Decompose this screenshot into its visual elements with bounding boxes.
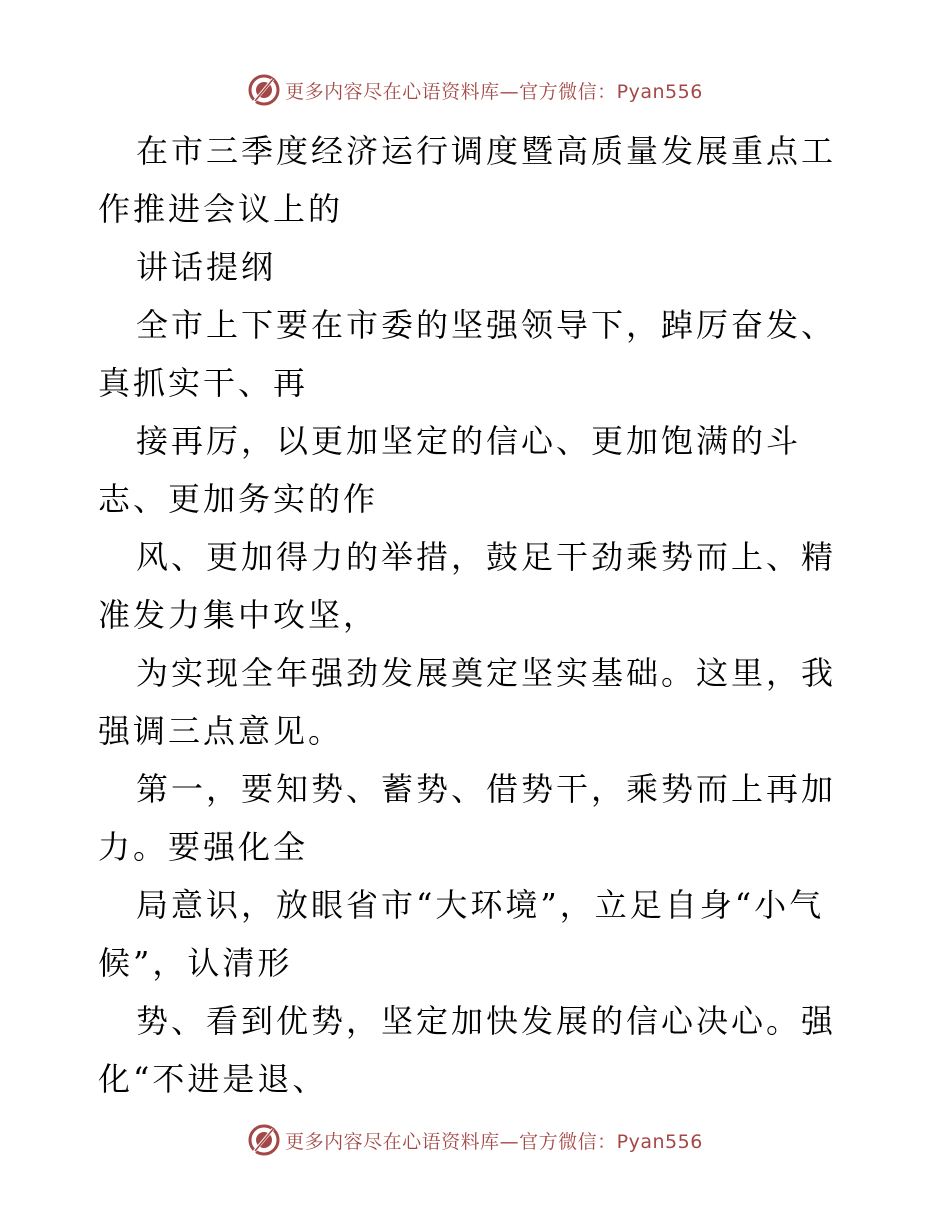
- paragraph-2: 讲话提纲: [136, 248, 277, 286]
- pen-emblem-icon: [247, 1123, 281, 1157]
- watermark-text: 更多内容尽在心语资料库—官方微信：Pyan556: [285, 1130, 703, 1153]
- paragraph-9: 势、看到优势，坚定加快发展的信心决心。强化“不进是退、: [98, 1002, 837, 1098]
- paragraph-7: 第一，要知势、蓄势、借势干，乘势而上再加力。要强化全: [98, 770, 837, 866]
- paragraph-4: 接再厉，以更加坚定的信心、更加饱满的斗志、更加务实的作: [98, 422, 802, 518]
- watermark-text: 更多内容尽在心语资料库—官方微信：Pyan556: [285, 80, 703, 103]
- paragraph-5: 风、更加得力的举措，鼓足干劲乘势而上、精准发力集中攻坚，: [98, 538, 837, 634]
- header-watermark: [0, 70, 950, 110]
- paragraph-8: 局意识，放眼省市“大环境”，立足自身“小气候”，认清形: [98, 886, 825, 982]
- document-body: [98, 122, 858, 1108]
- footer-watermark: [0, 1120, 950, 1160]
- pen-emblem-icon: [247, 73, 281, 107]
- paragraph-6: 为实现全年强劲发展奠定坚实基础。这里，我强调三点意见。: [98, 654, 837, 750]
- paragraph-3: 全市上下要在市委的坚强领导下，踔厉奋发、真抓实干、再: [98, 306, 837, 402]
- paragraph-1: 在市三季度经济运行调度暨高质量发展重点工作推进会议上的: [98, 132, 837, 228]
